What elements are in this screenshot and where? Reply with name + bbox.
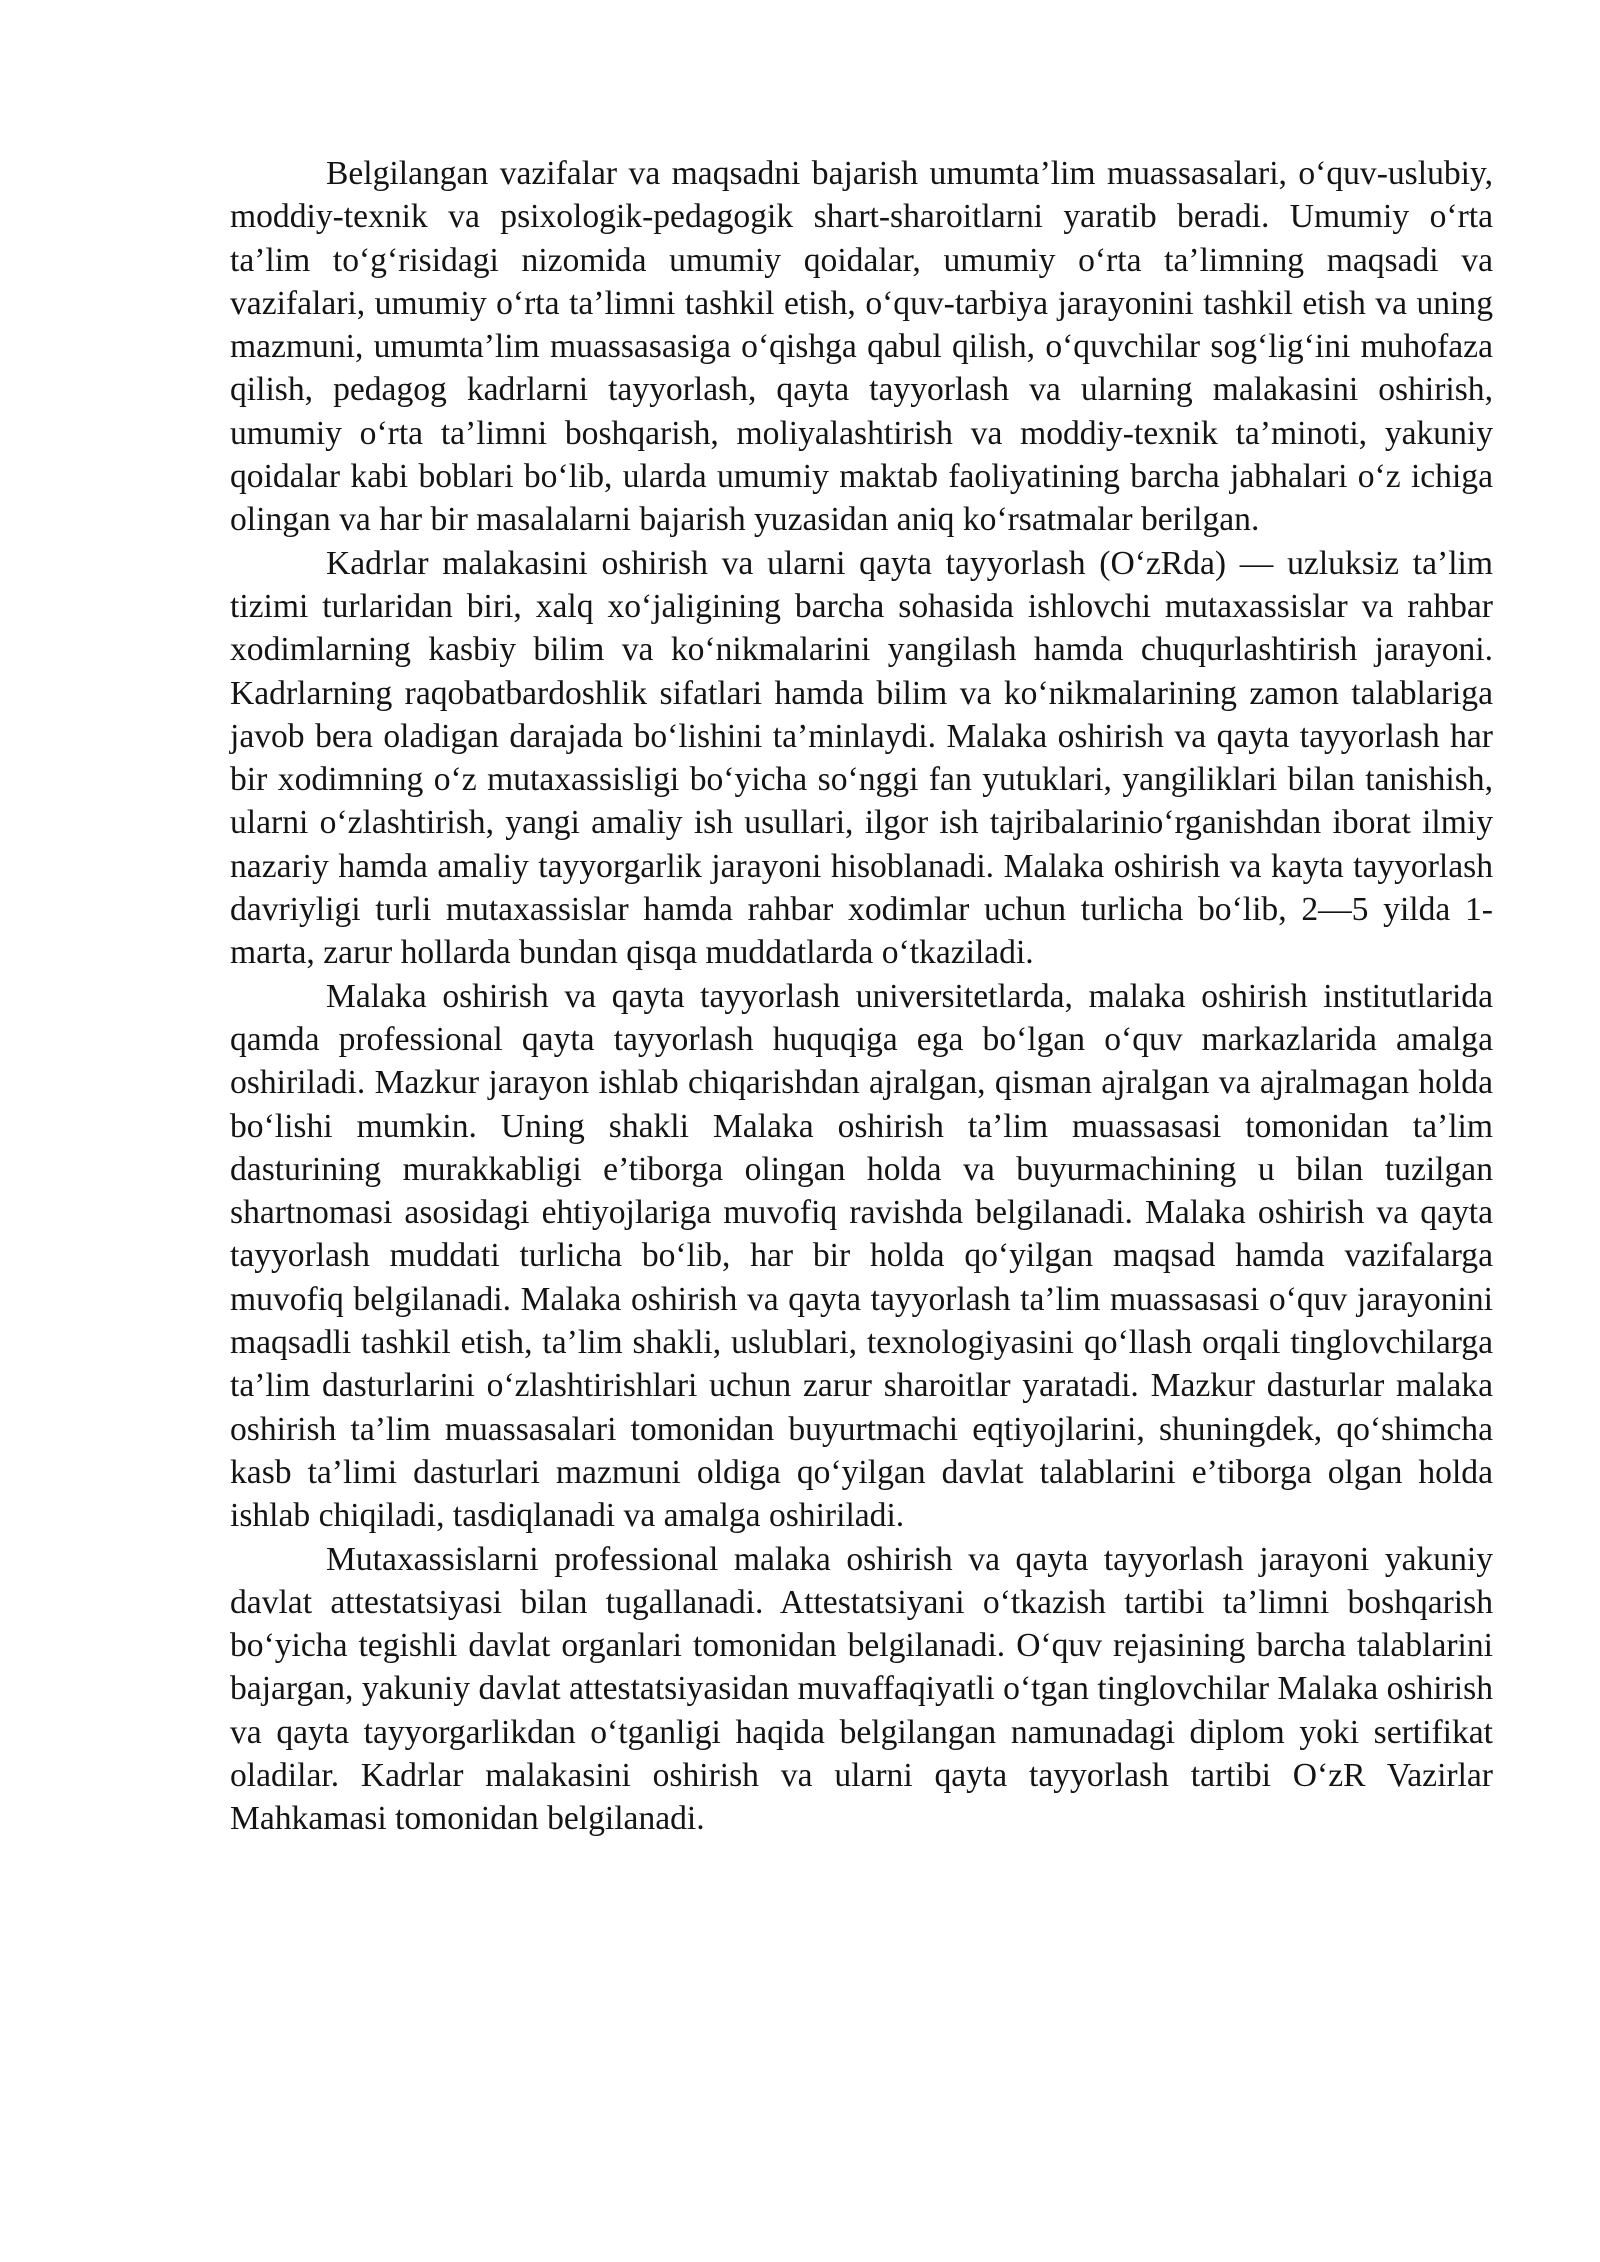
paragraph-1: Belgilangan vazifalar va maqsadni bajarish umumta’lim muassasalari, o‘quv-uslubiy, moddiy-texnik va psixologik-pedagogik shart-sharoitlarni yaratib beradi. Umumiy o‘rta ta’lim to‘g‘risidagi nizomida umumiy qoidalar, umumiy o‘rta ta’limning maqsadi va vazifalari, umumiy o‘rta ta’limni tashkil etish, o‘quv-tarbiya jarayonini tashkil etish va uning mazmuni, umumta’lim muassasasiga o‘qishga qabul qilish, o‘quvchilar sog‘lig‘ini muhofaza qilish, pedagog kadrlarni tayyorlash, qayta tayyorlash va ularning malakasini oshirish, umumiy o‘rta ta’limni boshqarish, moliyalashtirish va moddiy-texnik ta’minoti, yakuniy qoidalar kabi boblari bo‘lib, ularda umumiy maktab faoliyatining barcha jabhalari o‘z ichiga olingan va har bir masalalarni bajarish yuzasidan aniq ko‘rsatmalar berilgan. <box>230 155 1493 539</box>
paragraph-3: Malaka oshirish va qayta tayyorlash universitetlarda, malaka oshirish institutlarida qamda professional qayta tayyorlash huquqiga ega bo‘lgan o‘quv markazlarida amalga oshiriladi. Mazkur jarayon ishlab chiqarishdan ajralgan, qisman ajralgan va ajralmagan holda bo‘lishi mumkin. Uning shakli Malaka oshirish ta’lim muassasasi tomonidan ta’lim dasturining murakkabligi e’tiborga olingan holda va buyurmachining u bilan tuzilgan shartnomasi asosidagi ehtiyojlariga muvofiq ravishda belgilanadi. Malaka oshirish va qayta tayyorlash muddati turlicha bo‘lib, har bir holda qo‘yilgan maqsad hamda vazifalarga muvofiq belgilanadi. Malaka oshirish va qayta tayyorlash ta’lim muassasasi o‘quv jarayonini maqsadli tashkil etish, ta’lim shakli, uslublari, texnologiyasini qo‘llash orqali tinglovchilarga ta’lim dasturlarini o‘zlashtirishlari uchun zarur sharoitlar yaratadi. Mazkur dasturlar malaka oshirish ta’lim muassasalari tomonidan buyurtmachi eqtiyojlarini, shuningdek, qo‘shimcha kasb ta’limi dasturlari mazmuni oldiga qo‘yilgan davlat talablarini e’tiborga olgan holda ishlab chiqiladi, tasdiqlanadi va amalga oshiriladi. <box>230 977 1493 1535</box>
document-body <box>230 152 1493 1841</box>
paragraph-4: Mutaxassislarni professional malaka oshirish va qayta tayyorlash jarayoni yakuniy davlat attestatsiyasi bilan tugallanadi. Attestatsiyani o‘tkazish tartibi ta’limni boshqarish bo‘yicha tegishli davlat organlari tomonidan belgilanadi. O‘quv rejasining barcha talablarini bajargan, yakuniy davlat attestatsiyasidan muvaffaqiyatli o‘tgan tinglovchilar Malaka oshirish va qayta tayyorgarlikdan o‘tganligi haqida belgilangan namunadagi diplom yoki sertifikat oladilar. Kadrlar malakasini oshirish va ularni qayta tayyorlash tartibi O‘zR Vazirlar Mahkamasi tomonidan belgilanadi. <box>230 1540 1493 1838</box>
paragraph-2: Kadrlar malakasini oshirish va ularni qayta tayyorlash (O‘zRda) — uzluksiz ta’lim tizimi turlaridan biri, xalq xo‘jaligining barcha sohasida ishlovchi mutaxassislar va rahbar xodimlarning kasbiy bilim va ko‘nikmalarini yangilash hamda chuqurlashtirish jarayoni. Kadrlarning raqobatbardoshlik sifatlari hamda bilim va ko‘nikmalarining zamon talablariga javob bera oladigan darajada bo‘lishini ta’minlaydi. Malaka oshirish va qayta tayyorlash har bir xodimning o‘z mutaxassisligi bo‘yicha so‘nggi fan yutuklari, yangiliklari bilan tanishish, ularni o‘zlashtirish, yangi amaliy ish usullari, ilgor ish tajribalarinio‘rganishdan iborat ilmiy nazariy hamda amaliy tayyorgarlik jarayoni hisoblanadi. Malaka oshirish va kayta tayyorlash davriyligi turli mutaxassislar hamda rahbar xodimlar uchun turlicha bo‘lib, 2—5 yilda 1-marta, zarur hollarda bundan qisqa muddatlarda o‘tkaziladi. <box>230 544 1493 972</box>
